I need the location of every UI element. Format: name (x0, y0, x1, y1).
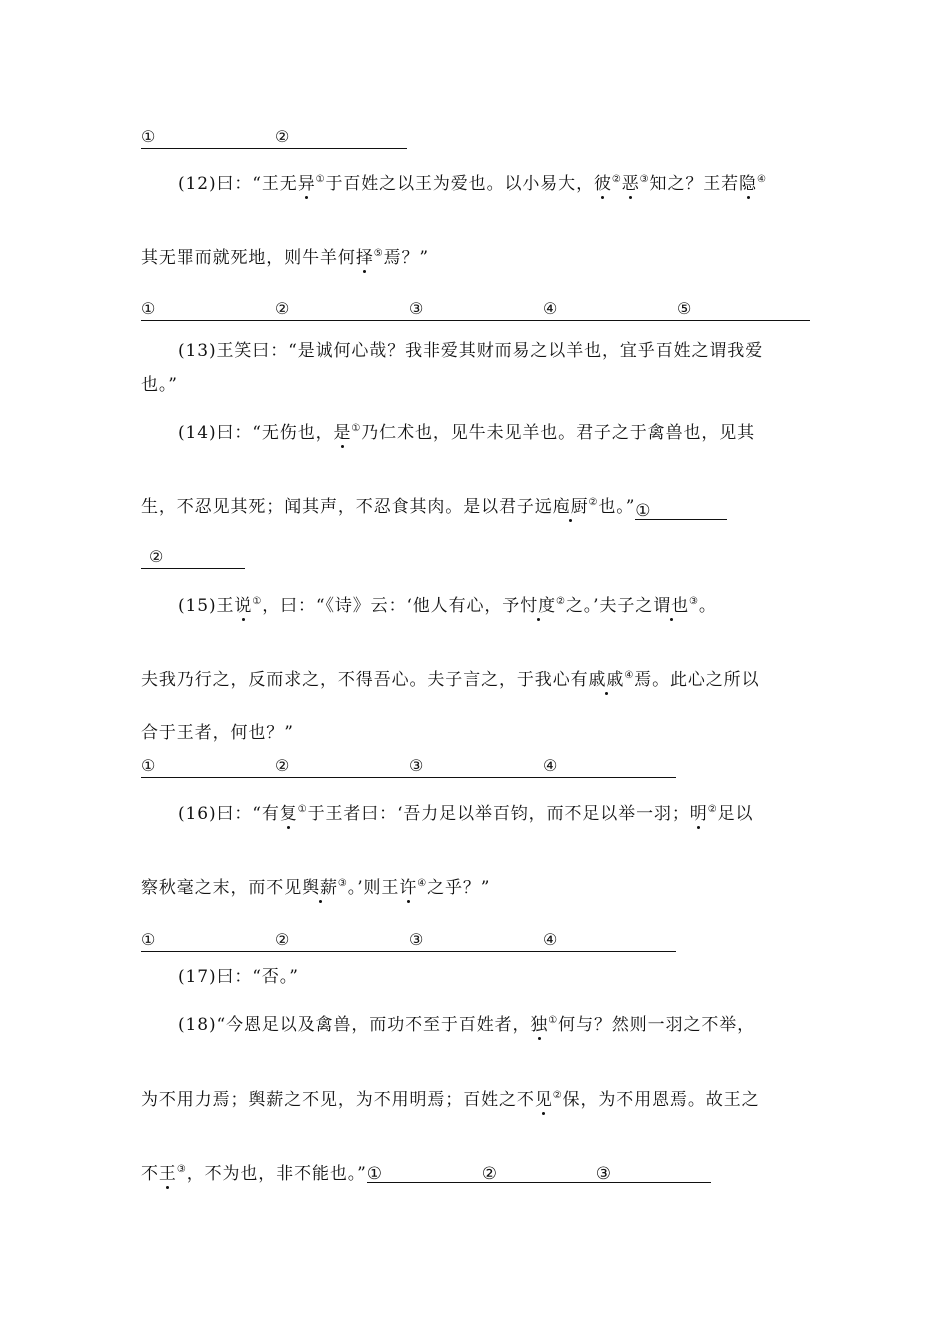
glossed-word: 舆薪 (302, 878, 338, 898)
glossed-word: 异 (297, 174, 316, 194)
passage-14-line-2: 生，不忍见其死；闻其声，不忍食其肉。是以君子远庖厨②也。”① (141, 495, 811, 520)
answer-blank-14b[interactable]: ② (141, 546, 245, 569)
passage-14-line-1: (14)曰：“无伤也，是①乃仁术也，见牛未见羊也。君子之于禽兽也，见其 (178, 423, 756, 443)
marker-1: ① (141, 127, 156, 146)
passage-13-line-1: (13)王笑曰：“是诚何心哉？我非爱其财而易之以羊也，宜乎百姓之谓我爱 (178, 341, 764, 361)
glossed-word: 彼 (593, 174, 612, 194)
glossed-word: 谓也 (653, 596, 689, 616)
glossed-word: 忖度 (520, 596, 556, 616)
passage-12-line-1: (12)曰：“王无异①于百姓之以王为爱也。以小易大，彼②恶③知之？王若隐④ (178, 174, 767, 194)
glossed-word: 独 (530, 1015, 549, 1035)
passage-16-line-2: 察秋毫之末，而不见舆薪③。’则王许④之乎？” (141, 878, 491, 898)
answer-blank-12[interactable]: ① ② ③ ④ ⑤ (141, 298, 810, 321)
glossed-word: 说 (234, 596, 253, 616)
glossed-word: 庖厨 (552, 497, 589, 517)
item-number: (12) (178, 174, 217, 194)
passage-15-line-1: (15)王说①，曰：“《诗》云：‘他人有心，予忖度②之。’夫子之谓也③。 (178, 596, 717, 616)
passage-18-line-3: 不王③，不为也，非不能也。” ① ② ③ (141, 1162, 811, 1186)
answer-blank-14a[interactable]: ① (635, 499, 727, 520)
glossed-word: 戚戚 (588, 670, 625, 690)
passage-16-line-1: (16)曰：“有复①于王者曰：‘吾力足以举百钧，而不足以举一羽；明②足以 (178, 804, 754, 824)
answer-blank-11[interactable] (141, 126, 407, 149)
passage-12-line-2: 其无罪而就死地，则牛羊何择⑤焉？” (141, 248, 429, 268)
item-number: (13) (178, 341, 217, 361)
glossed-word: 隐 (739, 174, 757, 194)
answer-blank-18[interactable]: ① ② ③ (367, 1162, 711, 1183)
passage-18-line-2: 为不用力焉；舆薪之不见，为不用明焉；百姓之不见②保，为不用恩焉。故王之 (141, 1090, 760, 1110)
glossed-word: 明 (689, 804, 708, 824)
passage-18-line-1: (18)“今恩足以及禽兽，而功不至于百姓者，独①何与？然则一羽之不举， (178, 1015, 756, 1035)
item-number: (14) (178, 423, 217, 443)
glossed-word: 王 (158, 1164, 177, 1184)
glossed-word: 择 (355, 248, 374, 268)
passage-15-line-3: 合于王者，何也？” (141, 723, 294, 743)
item-number: (16) (178, 804, 217, 824)
item-number: (17) (178, 967, 217, 987)
answer-blank-16[interactable]: ① ② ③ ④ (141, 929, 676, 952)
glossed-word: 见 (534, 1090, 553, 1110)
passage-13-line-2: 也。” (141, 375, 178, 395)
marker-2: ② (275, 127, 290, 146)
glossed-word: 许 (399, 878, 418, 898)
glossed-word: 恶 (621, 174, 640, 194)
item-number: (18) (178, 1015, 217, 1035)
answer-blank-15[interactable]: ① ② ③ ④ (141, 755, 676, 778)
passage-15-line-2: 夫我乃行之，反而求之，不得吾心。夫子言之，于我心有戚戚④焉。此心之所以 (141, 670, 760, 690)
item-number: (15) (178, 596, 217, 616)
passage-17: (17)曰：“否。” (178, 967, 299, 987)
glossed-word: 复 (279, 804, 298, 824)
glossed-word: 是 (333, 423, 352, 443)
